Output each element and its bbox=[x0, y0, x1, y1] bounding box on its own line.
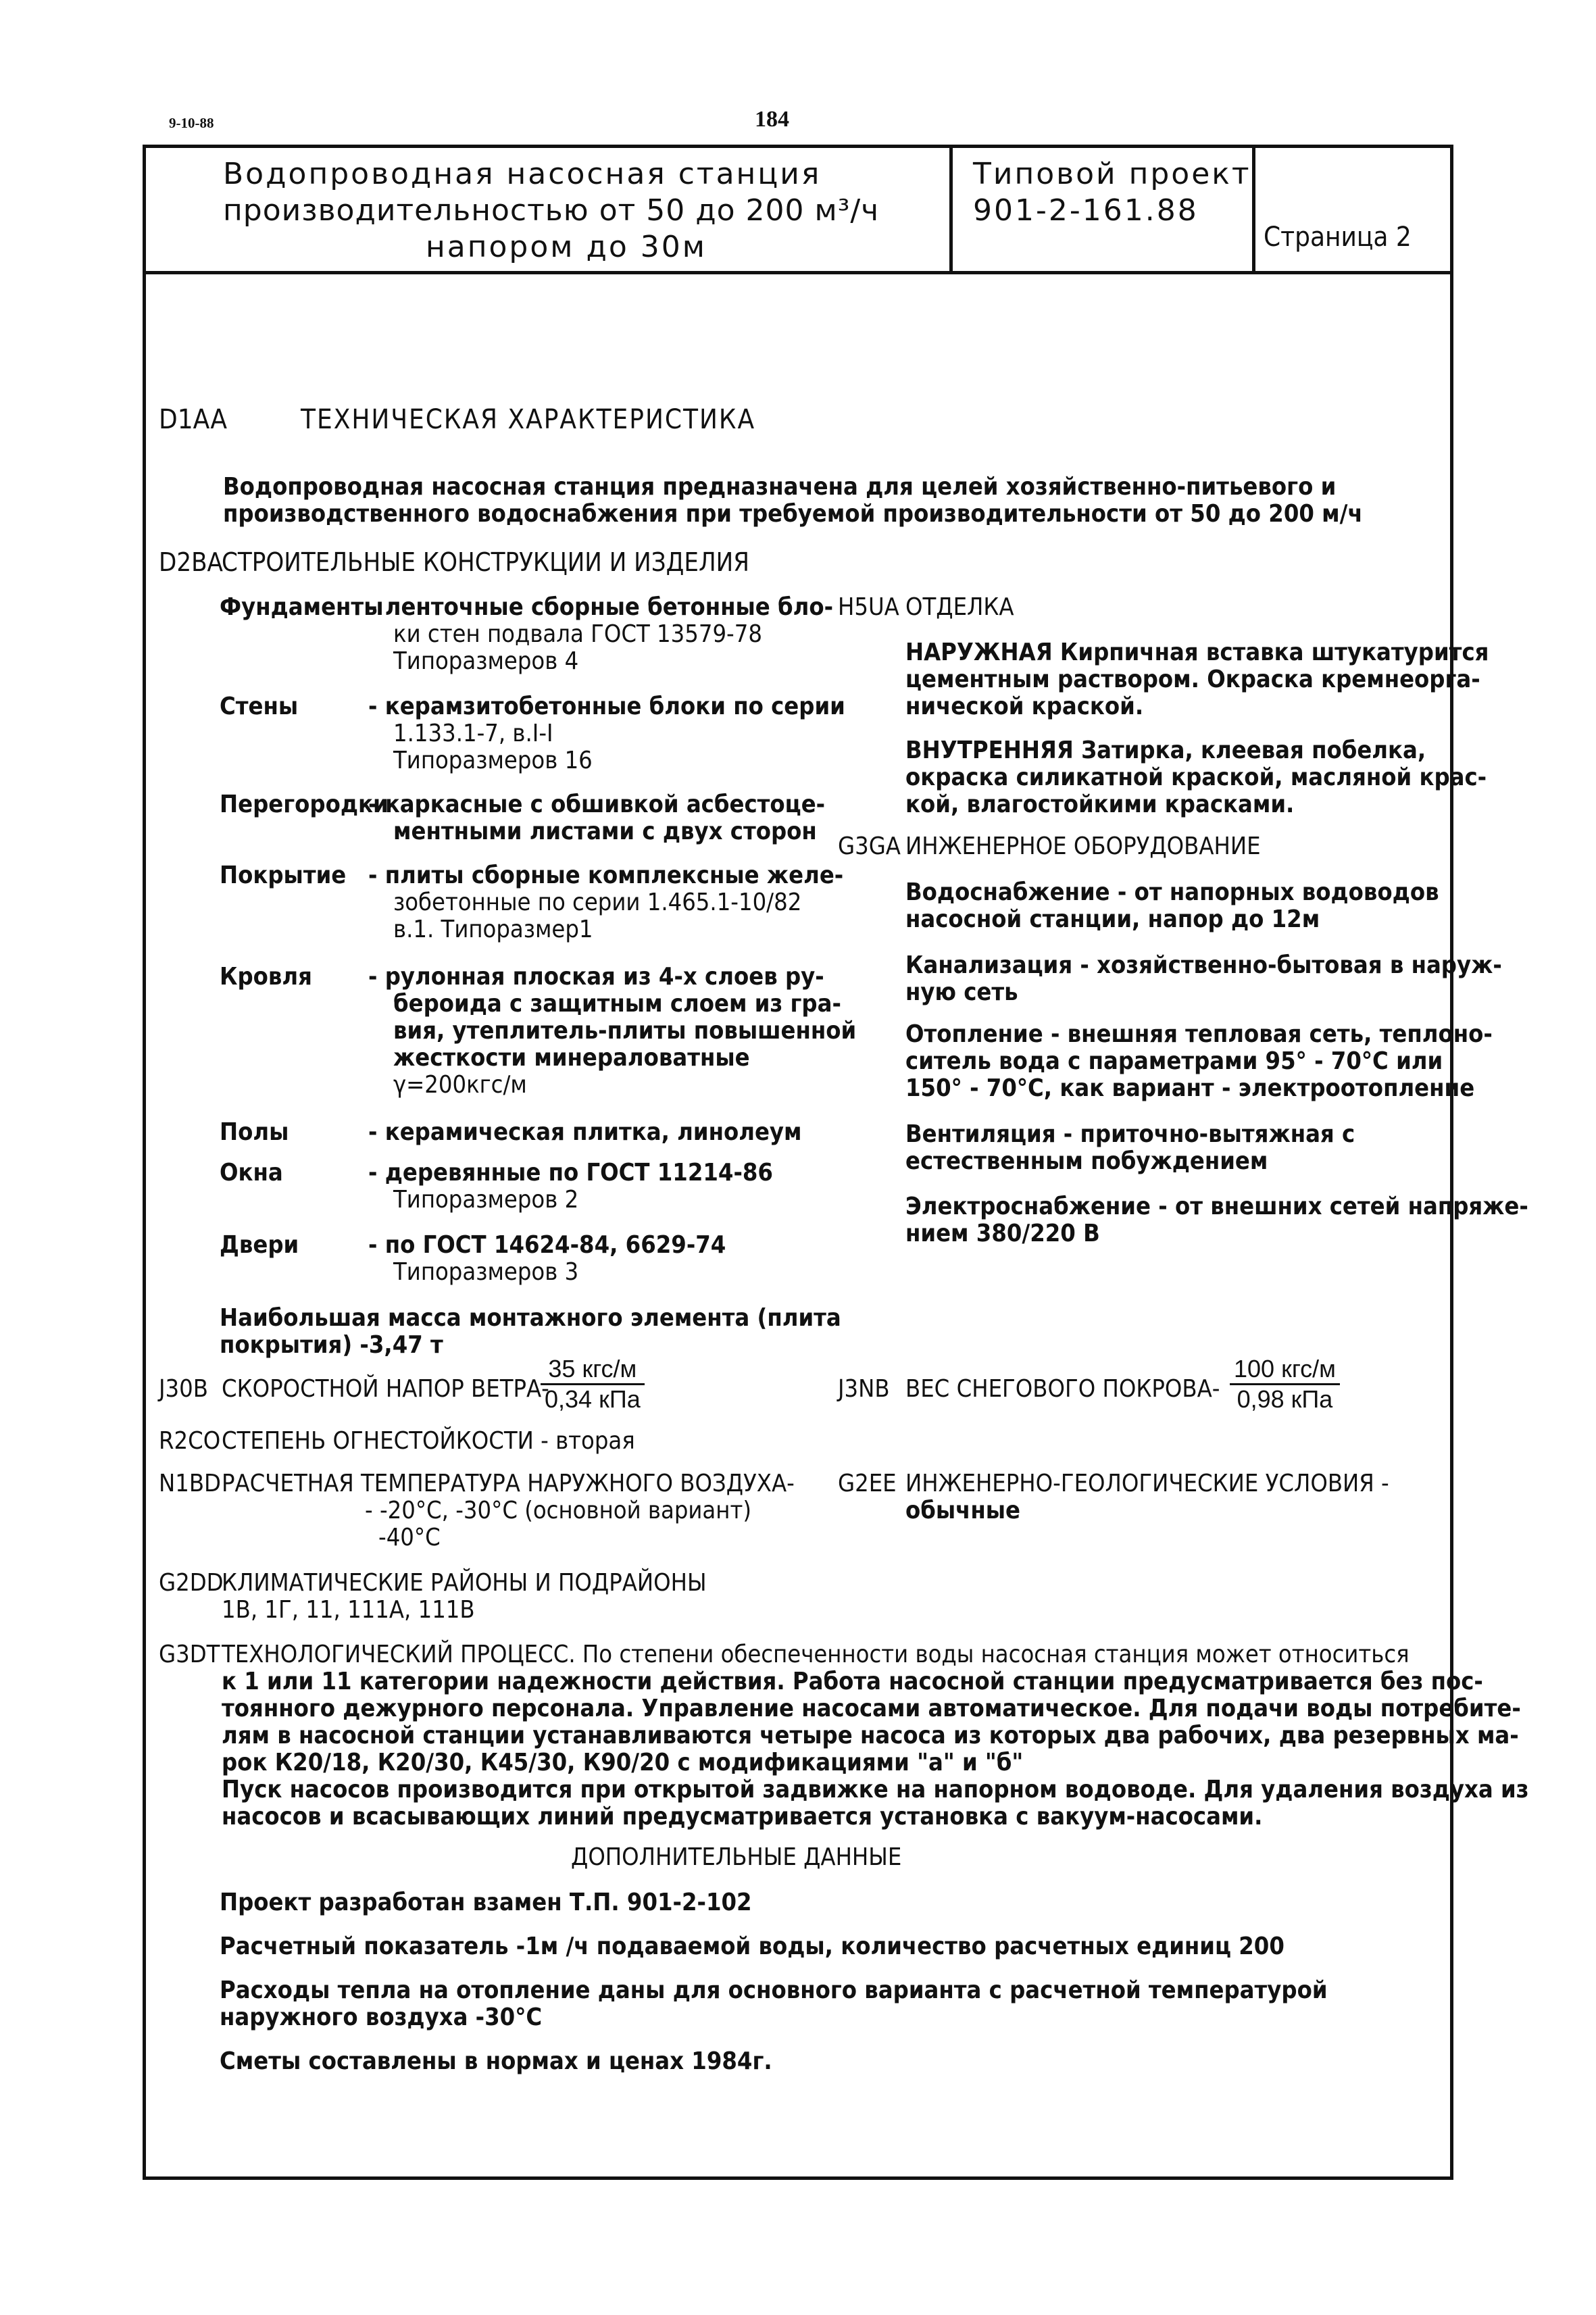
engineering-line: Вентиляция - приточно-вытяжная с bbox=[905, 1120, 1355, 1148]
engineering-line: Электроснабжение - от внешних сетей напряже- bbox=[905, 1193, 1528, 1220]
snow-value-kpa: 0,98 кПа bbox=[1237, 1385, 1333, 1413]
construction-name: Кровля bbox=[220, 963, 312, 991]
snow-fraction bbox=[1230, 1355, 1340, 1414]
construction-text: - рулонная плоская из 4-х слоев ру- bbox=[368, 963, 824, 991]
section-title-tech: ТЕХНИЧЕСКАЯ ХАРАКТЕРИСТИКА bbox=[301, 404, 756, 435]
additional-item: Сметы составлены в нормах и ценах 1984г. bbox=[220, 2047, 772, 2075]
construction-name: Стены bbox=[220, 693, 299, 720]
header-title-line-2: производительностью от 50 до 200 м³/ч bbox=[223, 193, 880, 228]
construction-name: Окна bbox=[220, 1159, 283, 1187]
code-g3dt: G3DT bbox=[159, 1641, 220, 1668]
construction-text: ки стен подвала ГОСТ 13579-78 bbox=[393, 620, 762, 648]
finish-outer-line: цементным раствором. Окраска кремнеорга- bbox=[905, 666, 1480, 693]
finish-inner-line: окраска силикатной краской, масляной крас- bbox=[905, 764, 1487, 791]
additional-item: Расчетный показатель -1м /ч подаваемой воды, количество расчетных единиц 200 bbox=[220, 1933, 1285, 1960]
engineering-line: естественным побуждением bbox=[905, 1147, 1268, 1175]
construction-text: - керамическая плитка, линолеум bbox=[368, 1118, 802, 1146]
additional-item: Проект разработан взамен Т.П. 901-2-102 bbox=[220, 1889, 752, 1916]
climate-line: КЛИМАТИЧЕСКИЕ РАЙОНЫ И ПОДРАЙОНЫ bbox=[222, 1569, 707, 1597]
engineering-line: ную сеть bbox=[905, 978, 1018, 1006]
engineering-line: насосной станции, напор до 12м bbox=[905, 905, 1320, 933]
project-label: Типовой проект bbox=[973, 157, 1251, 191]
engineering-line: Канализация - хозяйственно-бытовая в наруж- bbox=[905, 951, 1502, 979]
engineering-line: нием 380/220 В bbox=[905, 1220, 1100, 1247]
code-g2dd: G2DD bbox=[159, 1569, 224, 1597]
construction-text: - каркасные с обшивкой асбестоце- bbox=[368, 791, 826, 818]
wind-fraction bbox=[541, 1355, 645, 1414]
snow-value-kgs: 100 кгс/м bbox=[1230, 1355, 1340, 1385]
page-label: Страница 2 bbox=[1264, 222, 1412, 253]
geo-line: ИНЖЕНЕРНО-ГЕОЛОГИЧЕСКИЕ УСЛОВИЯ - bbox=[905, 1470, 1389, 1497]
snow-label: ВЕС СНЕГОВОГО ПОКРОВА- bbox=[905, 1375, 1220, 1403]
construction-text: - керамзитобетонные блоки по серии bbox=[368, 693, 845, 720]
section-title-constructions: СТРОИТЕЛЬНЫЕ КОНСТРУКЦИИ И ИЗДЕЛИЯ bbox=[222, 547, 749, 577]
construction-text: - ленточные сборные бетонные бло- bbox=[368, 593, 834, 621]
construction-text: жесткости минераловатные bbox=[393, 1044, 750, 1072]
page-number: 184 bbox=[755, 107, 789, 132]
construction-text: ментными листами с двух сторон bbox=[393, 818, 817, 845]
max-mass-line-2: покрытия) -3,47 т bbox=[220, 1331, 443, 1359]
construction-text: Типоразмеров 16 bbox=[393, 747, 593, 774]
construction-name: Двери bbox=[220, 1231, 299, 1259]
process-line: к 1 или 11 категории надежности действия. Работа насосной станции предусматривается без пос- bbox=[222, 1668, 1483, 1695]
code-d1aa: D1AA bbox=[159, 404, 227, 435]
code-g2ee: G2EE bbox=[838, 1470, 897, 1497]
intro-line-2: производственного водоснабжения при требуемой производительности от 50 до 200 м/ч bbox=[223, 500, 1363, 528]
additional-item: наружного воздуха -30°С bbox=[220, 2003, 543, 2031]
process-line: тоянного дежурного персонала. Управление насосами автоматическое. Для подачи воды потребите- bbox=[222, 1695, 1521, 1722]
wind-value-kgs: 35 кгс/м bbox=[541, 1355, 645, 1385]
code-j30b: J30B bbox=[159, 1375, 208, 1403]
code-r2co: R2CO bbox=[159, 1427, 221, 1455]
construction-name: Полы bbox=[220, 1118, 289, 1146]
fire-resistance: СТЕПЕНЬ ОГНЕСТОЙКОСТИ - вторая bbox=[222, 1427, 635, 1455]
finish-outer-line: НАРУЖНАЯ Кирпичная вставка штукатурится bbox=[905, 639, 1489, 666]
wind-value-kpa: 0,34 кПа bbox=[545, 1385, 641, 1413]
section-title-engineering: ИНЖЕНЕРНОЕ ОБОРУДОВАНИЕ bbox=[905, 832, 1261, 860]
temp-line: -40°С bbox=[378, 1524, 441, 1551]
additional-item: Расходы тепла на отопление даны для основного варианта с расчетной температурой bbox=[220, 1976, 1328, 2004]
construction-text: в.1. Типоразмер1 bbox=[393, 916, 593, 943]
process-line: насосов и всасывающих линий предусматривается установка с вакуум-насосами. bbox=[222, 1803, 1263, 1831]
engineering-line: ситель вода с параметрами 95° - 70°С или bbox=[905, 1047, 1443, 1075]
construction-text: - плиты сборные комплексные желе- bbox=[368, 862, 844, 889]
construction-text: - по ГОСТ 14624-84, 6629-74 bbox=[368, 1231, 726, 1259]
construction-text: γ=200кгс/м bbox=[393, 1071, 527, 1099]
finish-outer-line: нической краской. bbox=[905, 693, 1144, 720]
title-divider-2 bbox=[1252, 145, 1255, 274]
project-code: 901-2-161.88 bbox=[973, 193, 1199, 228]
construction-text: зобетонные по серии 1.465.1-10/82 bbox=[393, 889, 802, 916]
engineering-line: Отопление - внешняя тепловая сеть, теплоно- bbox=[905, 1020, 1493, 1048]
code-g3ga: G3GA bbox=[838, 832, 901, 860]
construction-text: бероида с защитным слоем из гра- bbox=[393, 990, 841, 1018]
finish-inner-line: ВНУТРЕННЯЯ Затирка, клеевая побелка, bbox=[905, 737, 1426, 764]
construction-text: 1.133.1-7, в.I-I bbox=[393, 720, 553, 747]
process-line: Пуск насосов производится при открытой задвижке на напорном водоводе. Для удаления воздуха из bbox=[222, 1776, 1529, 1803]
section-title-finish: ОТДЕЛКА bbox=[905, 593, 1014, 621]
corner-mark: 9-10-88 bbox=[169, 115, 214, 131]
construction-text: - деревянные по ГОСТ 11214-86 bbox=[368, 1159, 773, 1187]
construction-text: Типоразмеров 2 bbox=[393, 1186, 579, 1214]
header-title-line-1: Водопроводная насосная станция bbox=[223, 157, 822, 191]
climate-line: 1В, 1Г, 11, 111А, 111В bbox=[222, 1596, 475, 1624]
construction-text: Типоразмеров 4 bbox=[393, 647, 579, 675]
code-n1bd: N1BD bbox=[159, 1470, 221, 1497]
construction-text: Типоразмеров 3 bbox=[393, 1258, 579, 1286]
finish-inner-line: кой, влагостойкими красками. bbox=[905, 791, 1295, 818]
temp-line: РАСЧЕТНАЯ ТЕМПЕРАТУРА НАРУЖНОГО ВОЗДУХА- bbox=[222, 1470, 795, 1497]
max-mass-line-1: Наибольшая масса монтажного элемента (плита bbox=[220, 1304, 841, 1332]
code-j3nb: J3NB bbox=[838, 1375, 890, 1403]
additional-title: ДОПОЛНИТЕЛЬНЫЕ ДАННЫЕ bbox=[571, 1843, 902, 1871]
intro-line-1: Водопроводная насосная станция предназначена для целей хозяйственно-питьевого и bbox=[223, 473, 1337, 501]
construction-name: Фундаменты bbox=[220, 593, 384, 621]
header-title-line-3: напором до 30м bbox=[426, 230, 707, 264]
process-line: лям в насосной станции устанавливаются четыре насоса из которых два рабочих, два резервных ма- bbox=[222, 1722, 1519, 1749]
code-h5ua: H5UA bbox=[838, 593, 899, 621]
construction-text: вия, утеплитель-плиты повышенной bbox=[393, 1017, 857, 1045]
wind-label: СКОРОСТНОЙ НАПОР ВЕТРА- bbox=[222, 1375, 549, 1403]
construction-name: Покрытие bbox=[220, 862, 347, 889]
engineering-line: 150° - 70°С, как вариант - электроотопление bbox=[905, 1074, 1475, 1102]
construction-name: Перегородки bbox=[220, 791, 389, 818]
process-line: рок К20/18, К20/30, К45/30, К90/20 с модификациями "а" и "б" bbox=[222, 1749, 1024, 1776]
temp-line: - -20°С, -30°С (основной вариант) bbox=[365, 1497, 751, 1524]
title-divider-1 bbox=[949, 145, 953, 274]
code-d2ba: D2BA bbox=[159, 547, 223, 577]
process-line: ТЕХНОЛОГИЧЕСКИЙ ПРОЦЕСС. По степени обеспеченности воды насосная станция может относиться bbox=[222, 1641, 1410, 1668]
engineering-line: Водоснабжение - от напорных водоводов bbox=[905, 878, 1439, 906]
geo-line: обычные bbox=[905, 1497, 1021, 1524]
